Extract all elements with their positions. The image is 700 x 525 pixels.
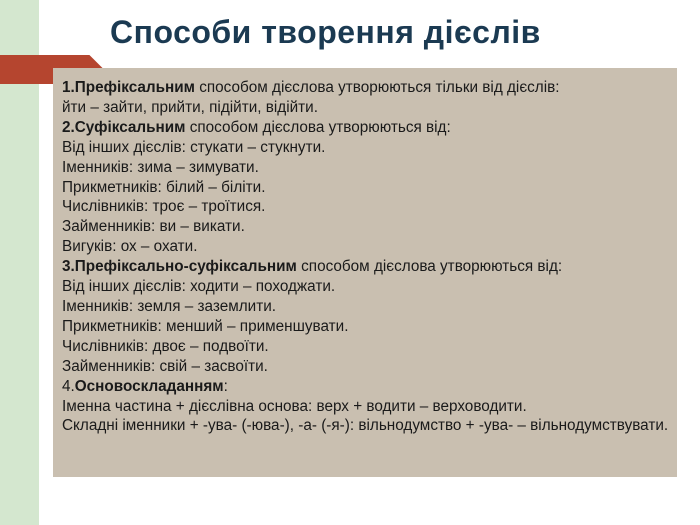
section-3-item: Числівників: двоє – подвоїти. bbox=[62, 337, 269, 355]
section-2-item: Прикметників: білий – біліти. bbox=[62, 178, 266, 196]
section-2-item: Займенників: ви – викати. bbox=[62, 218, 245, 236]
section-3-item: Іменників: земля – заземлити. bbox=[62, 297, 276, 315]
slide-title: Способи творення дієслів bbox=[110, 14, 541, 50]
section-3-text: способом дієслова утворюються від: bbox=[296, 258, 563, 276]
section-3-item: Прикметників: менший – применшувати. bbox=[62, 317, 349, 335]
section-4-heading-line bbox=[62, 377, 669, 397]
section-2-item: Числівників: троє – троїтися. bbox=[62, 198, 266, 216]
section-1-label: 1.Префіксальним bbox=[62, 79, 195, 96]
section-4-label: Основоскладанням bbox=[74, 377, 224, 395]
section-2-heading-line bbox=[62, 118, 669, 138]
section-3-item: Займенників: свій – засвоїти. bbox=[62, 357, 268, 375]
section-4-colon: : bbox=[223, 377, 228, 395]
section-1-heading-line bbox=[62, 78, 669, 98]
section-3-heading-line bbox=[62, 257, 669, 277]
section-3-item: Від інших дієслів: ходити – походжати. bbox=[62, 278, 336, 296]
section-4-item: Складні іменники + -ува- (-юва-), -а- (-я-): вільнодумство + -ува- – вільнодумствувати. bbox=[62, 417, 669, 435]
section-2-item: Вигуків: ох – охати. bbox=[62, 238, 198, 256]
section-2-item: Іменників: зима – зимувати. bbox=[62, 158, 259, 176]
section-3-label: 3.Префіксально-суфіксальним bbox=[62, 258, 297, 276]
content-box bbox=[53, 68, 677, 477]
section-1-text: способом дієслова утворюються тільки від дієслів: bbox=[194, 79, 560, 96]
section-2-item: Від інших дієслів: стукати – стукнути. bbox=[62, 138, 326, 156]
section-1-examples: йти – зайти, прийти, підійти, відійти. bbox=[62, 98, 318, 116]
section-4-item: Іменна частина + дієслівна основа: верх + водити – верховодити. bbox=[62, 397, 527, 415]
section-2-text: способом дієслова утворюються від: bbox=[185, 118, 451, 136]
section-2-label: 2.Суфіксальним bbox=[62, 118, 186, 136]
section-4-number: 4. bbox=[62, 377, 75, 395]
